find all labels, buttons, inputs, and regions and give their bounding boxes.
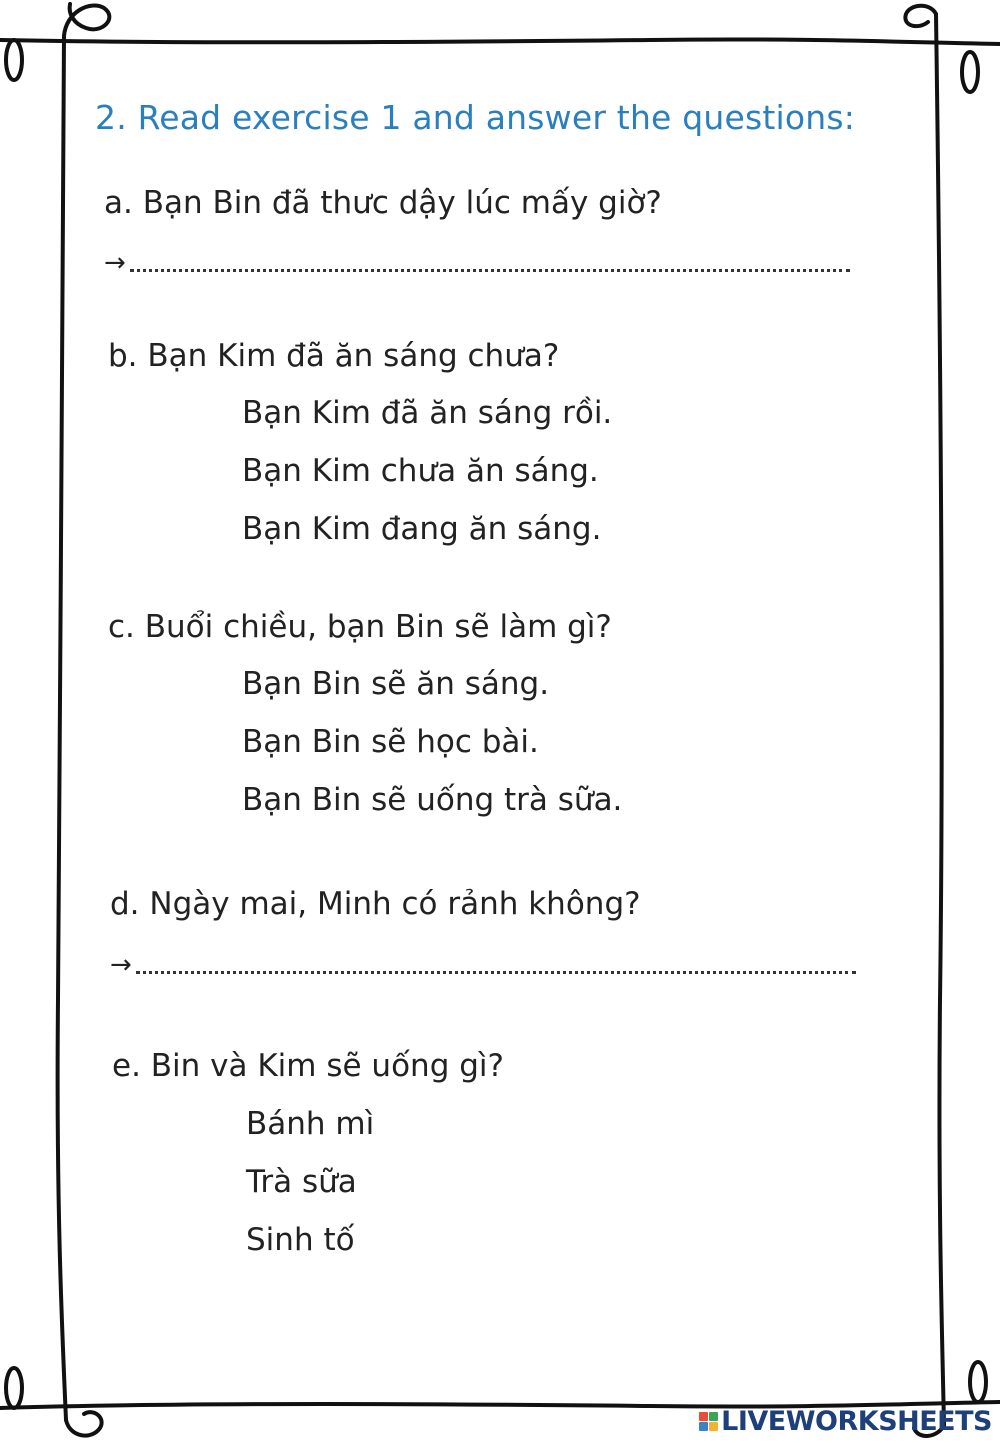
- option-c-3[interactable]: Bạn Bin sẽ uống trà sữa.: [242, 782, 623, 818]
- question-c: c. Buổi chiều, bạn Bin sẽ làm gì?: [108, 609, 612, 645]
- option-e-3[interactable]: Sinh tố: [246, 1222, 355, 1258]
- logo-wordmark: LIVEWORKSHEETS: [721, 1406, 992, 1437]
- question-d: d. Ngày mai, Minh có rảnh không?: [110, 886, 641, 922]
- liveworksheets-logo: [699, 1406, 992, 1437]
- answer-dotted-line: [130, 269, 850, 272]
- option-b-1[interactable]: Bạn Kim đã ăn sáng rồi.: [242, 395, 613, 431]
- question-b: b. Bạn Kim đã ăn sáng chưa?: [108, 338, 560, 374]
- logo-cubes-icon: [699, 1412, 718, 1431]
- answer-line-d[interactable]: [110, 952, 856, 978]
- option-c-2[interactable]: Bạn Bin sẽ học bài.: [242, 724, 539, 760]
- answer-dotted-line: [136, 971, 856, 974]
- option-c-1[interactable]: Bạn Bin sẽ ăn sáng.: [242, 666, 550, 702]
- answer-line-a[interactable]: [104, 250, 850, 276]
- question-e: e. Bin và Kim sẽ uống gì?: [112, 1048, 504, 1084]
- arrow-icon: →: [110, 950, 132, 980]
- arrow-icon: →: [104, 248, 126, 278]
- question-a: a. Bạn Bin đã thưc dậy lúc mấy giờ?: [104, 185, 662, 221]
- option-b-3[interactable]: Bạn Kim đang ăn sáng.: [242, 511, 602, 547]
- option-b-2[interactable]: Bạn Kim chưa ăn sáng.: [242, 453, 599, 489]
- exercise-title: 2. Read exercise 1 and answer the questions:: [95, 98, 856, 137]
- option-e-2[interactable]: Trà sữa: [246, 1164, 357, 1200]
- option-e-1[interactable]: Bánh mì: [246, 1106, 375, 1142]
